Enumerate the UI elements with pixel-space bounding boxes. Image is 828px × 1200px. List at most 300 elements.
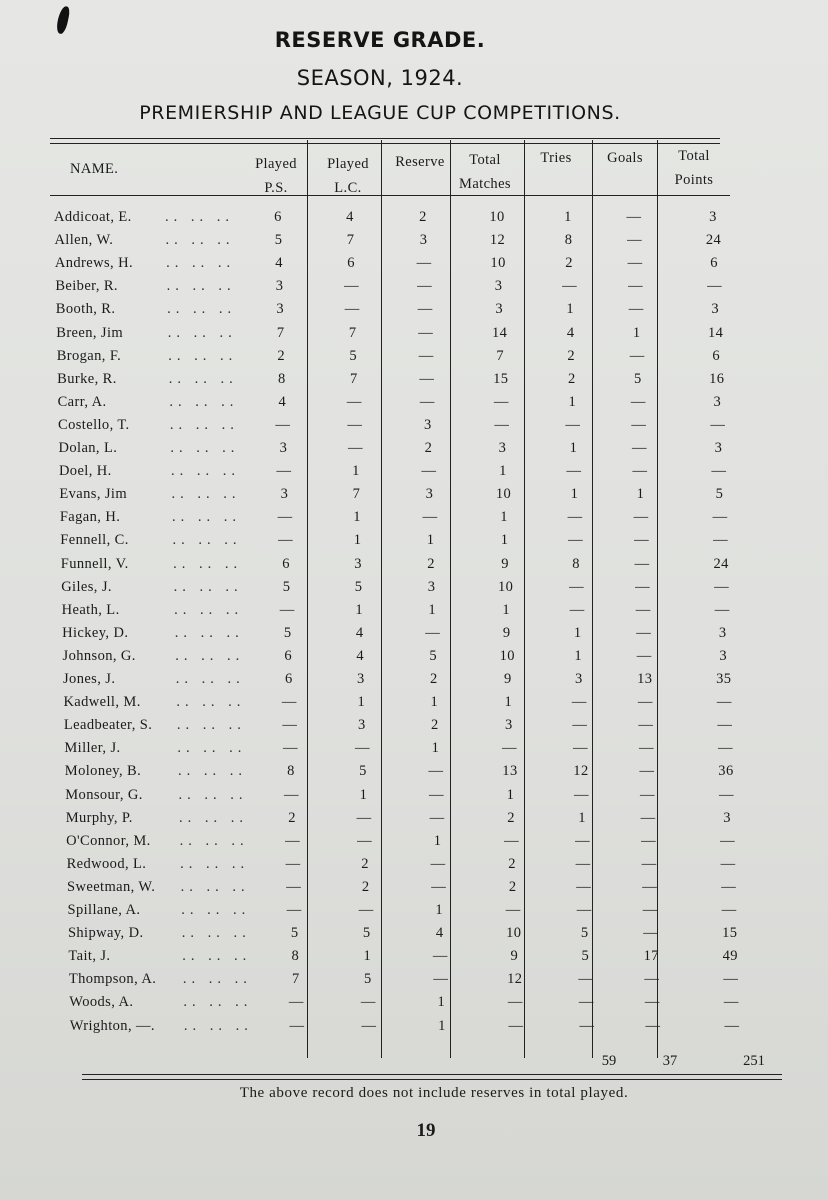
player-name: Murphy, P. xyxy=(65,809,133,826)
cell-res: 1 xyxy=(428,601,436,618)
leader-dots: .. .. .. xyxy=(169,393,239,410)
header-total-points-line1: Total xyxy=(678,148,710,164)
cell-tries: — xyxy=(572,740,588,757)
cell-ps: — xyxy=(277,509,293,526)
cell-lc: 4 xyxy=(355,624,364,641)
cell-ps: — xyxy=(286,878,302,895)
cell-pts: — xyxy=(707,278,723,295)
cell-goals: — xyxy=(640,786,655,803)
cell-tm: — xyxy=(505,902,521,918)
cell-lc: — xyxy=(346,393,362,410)
cell-tries: 1 xyxy=(570,486,579,503)
cell-ps: — xyxy=(275,416,291,433)
total-tries: 59 xyxy=(601,1053,617,1069)
table-row xyxy=(0,922,828,945)
cell-lc: 3 xyxy=(356,671,365,687)
cell-lc: — xyxy=(360,994,376,1011)
player-name: Breen, Jim xyxy=(56,324,124,341)
cell-pts: — xyxy=(717,717,733,734)
cell-ps: 5 xyxy=(282,578,291,595)
header-name: NAME. xyxy=(70,161,119,177)
leader-dots: .. .. .. xyxy=(169,416,239,433)
cell-lc: 4 xyxy=(356,647,365,664)
cell-tm: 9 xyxy=(510,948,519,965)
cell-goals: — xyxy=(633,509,649,526)
player-name: Shipway, D. xyxy=(67,925,144,942)
table-row xyxy=(0,506,828,529)
player-name: Beiber, R. xyxy=(55,278,118,295)
cell-ps: 5 xyxy=(274,232,283,249)
cell-res: 1 xyxy=(431,740,440,757)
cell-goals: — xyxy=(644,971,660,988)
cell-lc: — xyxy=(347,440,363,456)
leader-dots: .. .. .. xyxy=(168,347,238,364)
cell-tm: 12 xyxy=(507,971,523,988)
cell-res: 3 xyxy=(425,486,434,503)
leader-dots: .. .. .. xyxy=(182,971,252,988)
top-rule-2 xyxy=(50,143,720,144)
cell-pts: — xyxy=(720,832,736,849)
cell-goals: — xyxy=(628,278,644,295)
cell-res: 2 xyxy=(419,209,427,225)
header-played-lc-line2: L.C. xyxy=(334,180,362,196)
leader-dots: .. .. .. xyxy=(172,532,242,549)
cell-tries: 5 xyxy=(581,948,590,965)
leader-dots: .. .. .. xyxy=(174,624,244,641)
cell-tries: 2 xyxy=(567,370,576,387)
cell-tries: — xyxy=(576,878,592,895)
leader-dots: .. .. .. xyxy=(170,463,240,480)
cell-res: 3 xyxy=(419,232,428,249)
cell-tries: 1 xyxy=(568,393,577,410)
cell-lc: 1 xyxy=(353,532,362,549)
header-total-points xyxy=(662,144,726,192)
table-row xyxy=(0,1015,828,1038)
cell-lc: 4 xyxy=(346,209,354,225)
cell-lc: 7 xyxy=(349,370,358,387)
leader-dots: .. .. .. xyxy=(179,809,249,826)
header-played-ps xyxy=(245,152,307,200)
header-rule xyxy=(50,195,730,196)
cell-pts: — xyxy=(721,902,737,918)
cell-pts: — xyxy=(712,509,728,526)
cell-pts: — xyxy=(723,994,739,1011)
title-reserve-grade: RESERVE GRADE. xyxy=(274,28,486,52)
cell-tries: 3 xyxy=(574,671,583,687)
cell-goals: — xyxy=(634,555,650,572)
cell-ps: 4 xyxy=(275,255,283,272)
cell-goals: — xyxy=(632,463,648,480)
cell-pts: 5 xyxy=(715,486,724,503)
leader-dots: .. .. .. xyxy=(172,509,242,526)
cell-lc: 7 xyxy=(346,232,355,249)
bottom-rule-1 xyxy=(82,1074,782,1075)
leader-dots: .. .. .. xyxy=(183,1017,253,1034)
cell-tries: — xyxy=(574,786,589,803)
cell-pts: 24 xyxy=(713,555,729,572)
cell-tries: 8 xyxy=(564,232,573,249)
cell-pts: 24 xyxy=(705,232,722,249)
cell-ps: 2 xyxy=(288,809,296,826)
cell-goals: — xyxy=(631,440,647,456)
cell-res: — xyxy=(418,324,434,341)
leader-dots: .. .. .. xyxy=(173,555,243,572)
cell-lc: 1 xyxy=(357,694,366,711)
leader-dots: .. .. .. xyxy=(166,278,236,295)
cell-lc: — xyxy=(356,809,372,826)
cell-goals: — xyxy=(643,925,659,942)
cell-tm: 9 xyxy=(501,555,509,572)
header-goals-line1: Goals xyxy=(607,150,643,166)
cell-res: — xyxy=(428,763,444,780)
cell-goals: — xyxy=(636,624,652,641)
cell-tries: 1 xyxy=(569,440,578,456)
cell-res: 1 xyxy=(430,694,439,711)
leader-dots: .. .. .. xyxy=(179,832,249,849)
cell-lc: 1 xyxy=(359,786,368,803)
bottom-rule-2 xyxy=(82,1079,782,1080)
cell-lc: 1 xyxy=(353,509,361,526)
leader-dots: .. .. .. xyxy=(166,255,236,272)
cell-pts: 16 xyxy=(709,370,725,387)
leader-dots: .. .. .. xyxy=(181,925,251,942)
cell-lc: 5 xyxy=(362,925,371,942)
leader-dots: .. .. .. xyxy=(176,717,246,734)
leader-dots: .. .. .. xyxy=(176,694,246,711)
cell-pts: 3 xyxy=(713,393,722,410)
table-row xyxy=(0,437,828,460)
cell-goals: — xyxy=(627,255,643,272)
cell-goals: — xyxy=(641,855,657,872)
leader-dots: .. .. .. xyxy=(174,601,244,618)
player-name: Johnson, G. xyxy=(62,647,136,664)
player-name: Dolan, L. xyxy=(58,440,118,456)
table-row xyxy=(0,714,828,737)
cell-goals: 17 xyxy=(643,948,659,965)
leader-dots: .. .. .. xyxy=(181,902,251,918)
cell-lc: 5 xyxy=(349,347,358,364)
cell-res: — xyxy=(416,255,432,272)
table-row xyxy=(0,483,828,506)
leader-dots: .. .. .. xyxy=(168,370,238,387)
cell-ps: 7 xyxy=(276,324,285,341)
player-name: Evans, Jim xyxy=(59,486,128,503)
table-row xyxy=(0,599,828,622)
cell-lc: 3 xyxy=(354,555,362,572)
table-row xyxy=(0,553,828,576)
table-row xyxy=(0,391,828,414)
player-name: Andrews, H. xyxy=(54,255,133,272)
cell-goals: — xyxy=(639,763,655,780)
cell-ps: — xyxy=(282,717,298,734)
cell-pts: — xyxy=(713,532,728,549)
cell-goals: — xyxy=(637,694,653,711)
cell-tm: 2 xyxy=(508,855,516,872)
cell-tm: 1 xyxy=(506,786,515,803)
cell-goals: — xyxy=(631,416,647,433)
cell-goals: — xyxy=(627,232,642,249)
cell-pts: 3 xyxy=(714,440,723,456)
cell-ps: — xyxy=(281,694,297,711)
cell-lc: — xyxy=(361,1017,377,1034)
cell-pts: 3 xyxy=(718,624,727,641)
cell-res: 1 xyxy=(435,902,444,918)
cell-tries: 8 xyxy=(572,555,580,572)
page-number: 19 xyxy=(416,1120,436,1141)
cell-tm: — xyxy=(501,740,517,757)
table-row xyxy=(0,206,828,229)
totals-row xyxy=(0,1050,828,1072)
cell-goals: — xyxy=(630,393,646,410)
cell-lc: 2 xyxy=(361,855,369,872)
cell-goals: — xyxy=(629,347,645,364)
table-row xyxy=(0,460,828,483)
cell-ps: — xyxy=(279,601,295,618)
cell-tm: 3 xyxy=(505,717,513,734)
cell-lc: 5 xyxy=(363,971,372,988)
top-rule-1 xyxy=(50,138,720,139)
player-name: Spillane, A. xyxy=(67,902,141,918)
cell-res: 2 xyxy=(429,671,438,687)
cell-tm: — xyxy=(508,1017,524,1034)
table-row xyxy=(0,876,828,899)
cell-ps: 3 xyxy=(276,301,284,318)
header-reserve xyxy=(384,150,456,174)
player-name: Giles, J. xyxy=(61,578,112,595)
leader-dots: .. .. .. xyxy=(180,855,250,872)
table-row xyxy=(0,830,828,853)
cell-ps: — xyxy=(285,832,301,849)
cell-tm: 10 xyxy=(489,209,505,225)
cell-res: 4 xyxy=(435,925,444,942)
cell-pts: 14 xyxy=(708,324,724,341)
cell-ps: 3 xyxy=(275,278,284,295)
cell-ps: 3 xyxy=(279,440,288,456)
leader-dots: .. .. .. xyxy=(175,647,245,664)
cell-pts: — xyxy=(724,1017,740,1034)
cell-tries: — xyxy=(568,532,583,549)
cell-goals: — xyxy=(628,301,644,318)
cell-tries: — xyxy=(562,278,578,295)
cell-lc: — xyxy=(357,832,373,849)
cell-ps: 2 xyxy=(277,347,286,364)
cell-tm: 1 xyxy=(502,601,510,618)
table-row xyxy=(0,668,828,691)
cell-tm: 7 xyxy=(496,347,505,364)
cell-pts: — xyxy=(716,694,732,711)
cell-tries: 12 xyxy=(573,763,589,780)
cell-tries: — xyxy=(578,994,594,1011)
table-row xyxy=(0,945,828,968)
cell-tm: 9 xyxy=(503,671,512,687)
cell-pts: 3 xyxy=(719,647,728,664)
cell-tm: — xyxy=(494,416,510,433)
cell-tries: — xyxy=(578,971,594,988)
cell-tm: 10 xyxy=(506,925,522,942)
cell-goals: 1 xyxy=(636,486,645,503)
cell-tm: 3 xyxy=(494,278,503,295)
cell-tries: — xyxy=(579,1017,595,1034)
player-name: Sweetman, W. xyxy=(67,878,156,895)
player-name: Heath, L. xyxy=(61,601,120,618)
header-total-matches xyxy=(450,148,520,196)
cell-res: 3 xyxy=(427,578,436,595)
leader-dots: .. .. .. xyxy=(180,878,250,895)
player-name: Booth, R. xyxy=(55,301,116,318)
player-name: Moloney, B. xyxy=(64,763,142,780)
cell-pts: — xyxy=(721,878,737,895)
title-competitions: PREMIERSHIP AND LEAGUE CUP COMPETITIONS. xyxy=(139,102,621,124)
cell-lc: — xyxy=(344,278,360,295)
cell-goals: — xyxy=(636,647,652,664)
cell-tries: 5 xyxy=(580,925,589,942)
cell-res: — xyxy=(432,948,448,965)
header-total-matches-line1: Total xyxy=(469,152,501,168)
cell-lc: — xyxy=(347,416,363,433)
cell-goals: — xyxy=(642,878,658,895)
leader-dots: .. .. .. xyxy=(171,486,241,503)
table-row xyxy=(0,622,828,645)
cell-goals: 13 xyxy=(637,671,653,687)
cell-res: 5 xyxy=(429,647,438,664)
player-name: Allen, W. xyxy=(54,232,114,249)
cell-tries: 1 xyxy=(564,209,572,225)
header-total-matches-line2: Matches xyxy=(459,176,511,192)
cell-goals: 5 xyxy=(633,370,642,387)
player-name: Wrighton, —. xyxy=(69,1017,155,1034)
leader-dots: .. .. .. xyxy=(170,440,240,456)
cell-tm: 15 xyxy=(493,370,509,387)
cell-pts: — xyxy=(717,740,733,757)
table-row xyxy=(0,899,828,922)
cell-ps: 6 xyxy=(274,209,282,225)
title-season: SEASON, 1924. xyxy=(296,66,464,90)
cell-ps: 5 xyxy=(290,925,299,942)
player-name: Kadwell, M. xyxy=(63,694,141,711)
cell-res: 3 xyxy=(424,416,432,433)
cell-pts: 35 xyxy=(716,671,732,687)
cell-ps: 8 xyxy=(277,370,286,387)
cell-lc: 3 xyxy=(358,717,366,734)
player-name: Fennell, C. xyxy=(60,532,129,549)
player-name: Miller, J. xyxy=(64,740,121,757)
header-played-ps-line1: Played xyxy=(255,156,297,172)
player-name: Costello, T. xyxy=(58,416,130,433)
cell-res: — xyxy=(430,855,446,872)
header-played-lc xyxy=(315,152,381,200)
footnote: The above record does not include reserves in total played. xyxy=(239,1085,629,1101)
cell-tries: — xyxy=(569,601,585,618)
cell-ps: 6 xyxy=(282,555,290,572)
cell-res: 1 xyxy=(438,1017,446,1034)
player-name: Fagan, H. xyxy=(59,509,121,526)
cell-goals: — xyxy=(645,1017,661,1034)
cell-pts: 15 xyxy=(722,925,738,942)
cell-lc: — xyxy=(358,902,374,918)
cell-ps: — xyxy=(286,902,302,918)
cell-ps: 8 xyxy=(287,763,295,780)
cell-tries: — xyxy=(571,694,587,711)
cell-ps: — xyxy=(278,532,293,549)
cell-tm: 3 xyxy=(498,440,507,456)
cell-tries: — xyxy=(569,578,585,595)
cell-res: 2 xyxy=(424,440,433,456)
table-row xyxy=(0,252,828,275)
cell-tries: 1 xyxy=(566,301,574,318)
cell-tm: 9 xyxy=(502,624,511,641)
cell-lc: 1 xyxy=(352,463,360,480)
cell-goals: — xyxy=(635,601,651,618)
cell-lc: 5 xyxy=(354,578,363,595)
cell-pts: — xyxy=(723,971,739,988)
cell-pts: — xyxy=(710,416,726,433)
table-row xyxy=(0,275,828,298)
table-row xyxy=(0,760,828,783)
table-row xyxy=(0,529,828,552)
cell-res: — xyxy=(418,347,434,364)
header-tries-line1: Tries xyxy=(540,150,572,166)
cell-lc: 5 xyxy=(359,763,367,780)
table-row xyxy=(0,414,828,437)
cell-tm: 3 xyxy=(495,301,503,318)
cell-tries: — xyxy=(575,855,591,872)
cell-res: — xyxy=(429,786,444,803)
leader-dots: .. .. .. xyxy=(173,578,243,595)
cell-goals: 1 xyxy=(632,324,641,341)
cell-tries: 1 xyxy=(574,647,583,664)
cell-res: — xyxy=(422,509,438,526)
cell-tries: 4 xyxy=(566,324,575,341)
cell-tries: — xyxy=(572,717,588,734)
cell-pts: 6 xyxy=(710,255,718,272)
cell-ps: — xyxy=(289,1017,305,1034)
leader-dots: .. .. .. xyxy=(178,786,248,803)
table-row xyxy=(0,368,828,391)
leader-dots: .. .. .. xyxy=(167,324,237,341)
cell-tm: 2 xyxy=(507,809,515,826)
table-row xyxy=(0,576,828,599)
player-name: Woods, A. xyxy=(69,994,134,1011)
cell-goals: — xyxy=(641,832,657,849)
cell-ps: 5 xyxy=(283,624,292,641)
cell-res: 1 xyxy=(433,832,442,849)
cell-tries: 2 xyxy=(567,347,576,364)
cell-goals: — xyxy=(626,209,642,225)
cell-lc: 1 xyxy=(363,948,372,965)
cell-tries: — xyxy=(565,416,581,433)
cell-res: — xyxy=(421,463,437,480)
cell-ps: 6 xyxy=(284,647,293,664)
cell-lc: 1 xyxy=(355,601,363,618)
cell-res: — xyxy=(429,809,445,826)
table-row xyxy=(0,991,828,1014)
player-name: Hickey, D. xyxy=(62,624,129,641)
cell-pts: 49 xyxy=(722,948,738,965)
cell-tm: 10 xyxy=(497,578,514,595)
player-name: Brogan, F. xyxy=(56,347,122,364)
cell-pts: — xyxy=(719,786,734,803)
player-name: O'Connor, M. xyxy=(66,832,151,849)
cell-res: — xyxy=(419,393,435,410)
cell-tm: — xyxy=(504,832,520,849)
leader-dots: .. .. .. xyxy=(182,948,252,965)
cell-pts: — xyxy=(714,578,730,595)
cell-tries: 1 xyxy=(573,624,582,641)
cell-res: 1 xyxy=(437,994,446,1011)
table-row xyxy=(0,229,828,252)
cell-tm: 13 xyxy=(502,763,518,780)
leader-dots: .. .. .. xyxy=(175,671,245,687)
